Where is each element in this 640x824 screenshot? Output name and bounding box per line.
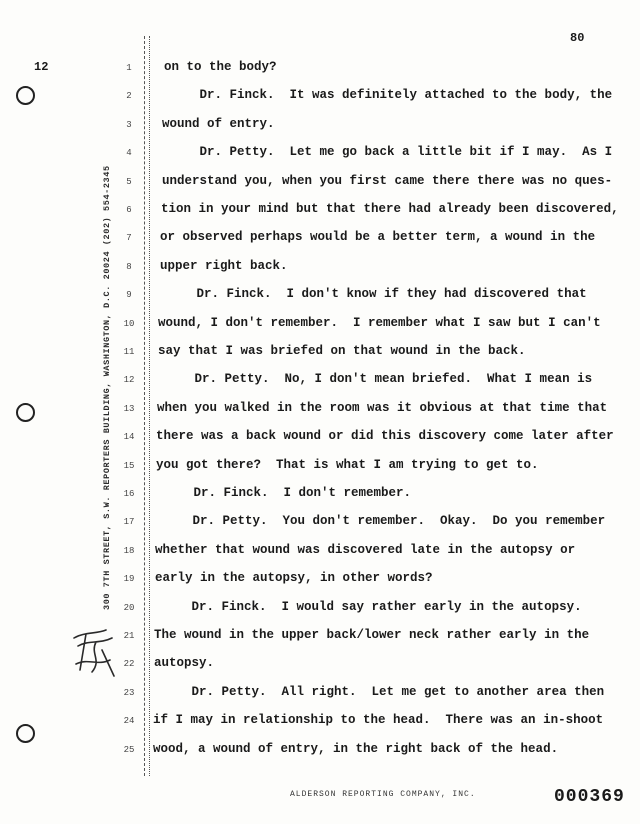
transcript-line: The wound in the upper back/lower neck rather early in the (154, 628, 590, 642)
line-number: 14 (123, 432, 135, 442)
line-number: 18 (123, 546, 135, 556)
transcript-line: whether that wound was discovered late in the autopsy or (155, 543, 576, 557)
line-number: 17 (123, 517, 135, 527)
line-number: 16 (123, 489, 135, 499)
transcript-line: Dr. Finck. I don't know if they had discovered that (159, 287, 587, 301)
line-number: 11 (123, 347, 135, 357)
transcript-line: there was a back wound or did this discovery come later after (156, 429, 614, 443)
document-id: 000369 (554, 787, 625, 807)
transcript-line: Dr. Petty. All right. Let me get to another area then (154, 685, 605, 699)
transcript-line: when you walked in the room was it obvious at that time that (157, 401, 608, 415)
line-number: 24 (123, 716, 135, 726)
transcript-line: Dr. Finck. I would say rather early in the autopsy. (154, 600, 582, 614)
line-number: 3 (126, 120, 132, 130)
line-number: 20 (123, 603, 135, 613)
margin-rule (144, 36, 145, 776)
transcript-line: wound of entry. (162, 117, 275, 131)
line-number: 5 (126, 177, 132, 187)
margin-rule (149, 36, 150, 776)
transcript-line: autopsy. (154, 656, 215, 670)
transcript-line: you got there? That is what I am trying to get to. (156, 458, 539, 472)
transcript-line: Dr. Petty. Let me go back a little bit if I may. As I (162, 145, 613, 159)
line-number: 25 (123, 745, 135, 755)
transcript-line: Dr. Finck. I don't remember. (156, 486, 412, 500)
transcript-line: Dr. Petty. You don't remember. Okay. Do you remember (155, 514, 606, 528)
transcript-line: understand you, when you first came there there was no ques- (162, 174, 613, 188)
line-number: 8 (126, 262, 132, 272)
line-number: 4 (126, 148, 132, 158)
transcript-line: Dr. Petty. No, I don't mean briefed. What I mean is (157, 372, 593, 386)
handwritten-initials (66, 624, 126, 684)
punch-hole (16, 86, 35, 105)
transcript-line: or observed perhaps would be a better term, a wound in the (160, 230, 596, 244)
transcript-line: upper right back. (160, 259, 288, 273)
margin-number: 12 (34, 60, 49, 74)
transcript-line: wood, a wound of entry, in the right back of the head. (153, 742, 559, 756)
transcript-line: Dr. Finck. It was definitely attached to the body, the (162, 88, 613, 102)
line-number: 6 (126, 205, 132, 215)
line-number: 22 (123, 659, 135, 669)
line-number: 23 (123, 688, 135, 698)
line-number: 1 (126, 63, 132, 73)
punch-hole (16, 724, 35, 743)
page-number: 80 (570, 31, 585, 45)
line-number: 19 (123, 574, 135, 584)
punch-hole (16, 403, 35, 422)
transcript-line: on to the body? (164, 60, 277, 74)
line-number: 2 (126, 91, 132, 101)
line-number: 13 (123, 404, 135, 414)
line-number: 12 (123, 375, 135, 385)
reporting-company: ALDERSON REPORTING COMPANY, INC. (290, 790, 476, 799)
transcript-line: tion in your mind but that there had already been discovered, (161, 202, 619, 216)
transcript-line: early in the autopsy, in other words? (155, 571, 433, 585)
line-number: 15 (123, 461, 135, 471)
line-number: 7 (126, 233, 132, 243)
line-number: 9 (126, 290, 132, 300)
transcript-line: wound, I don't remember. I remember what I saw but I can't (158, 316, 601, 330)
line-number: 10 (123, 319, 135, 329)
transcript-line: say that I was briefed on that wound in the back. (158, 344, 526, 358)
transcript-line: if I may in relationship to the head. There was an in-shoot (153, 713, 604, 727)
line-number: 21 (123, 631, 135, 641)
reporter-address: 300 7TH STREET, S.W. REPORTERS BUILDING, WASHINGTON, D.C. 20024 (202) 554-2345 (102, 165, 112, 610)
